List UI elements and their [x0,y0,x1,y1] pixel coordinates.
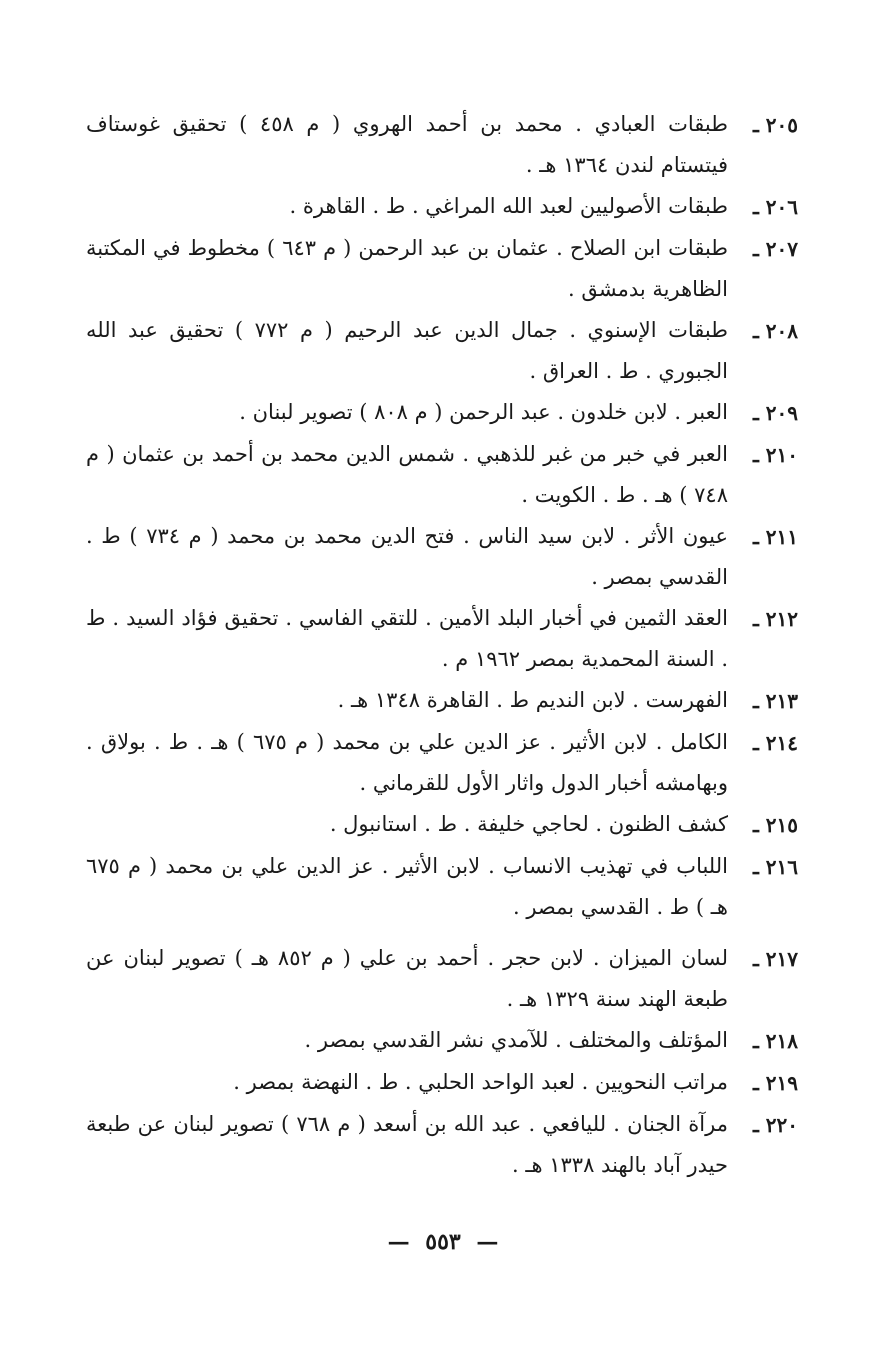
bibliography-entry [86,1062,798,1104]
entry-number: ٢١٢ ـ [752,607,798,631]
entry-text: عيون الأثر . لابن سيد الناس . فتح الدين محمد بن محمد ( م ٧٣٤ ) ط . القدسي بمصر . [86,524,728,589]
bibliography-entry [86,186,798,228]
entry-number: ٢١٠ ـ [752,443,798,467]
entry-number: ٢٠٨ ـ [752,319,798,343]
page-number-dash: — [387,1229,410,1255]
entry-number: ٢١٩ ـ [752,1071,798,1095]
bibliography-entry [86,1020,798,1062]
entry-number: ٢١٨ ـ [752,1029,798,1053]
bibliography-entry [86,1104,798,1186]
page-number-value: ٥٥٣ [425,1229,461,1255]
spacer [86,928,798,938]
bibliography-entry [86,680,798,722]
bibliography-entry [86,722,798,804]
bibliography-entry [86,104,798,186]
bibliography-entry [86,392,798,434]
entry-text: المؤتلف والمختلف . للآمدي نشر القدسي بمصر . [304,1028,728,1052]
entry-text: طبقات العبادي . محمد بن أحمد الهروي ( م ٤٥٨ ) تحقيق غوستاف فيتستام لندن ١٣٦٤ هـ . [86,112,728,177]
entry-text: العقد الثمين في أخبار البلد الأمين . للتقي الفاسي . تحقيق فؤاد السيد . ط . السنة المحمدية بمصر ١٩٦٢ م . [86,606,728,671]
bibliography-entry [86,310,798,392]
bibliography-list [86,104,798,1186]
entry-text: طبقات ابن الصلاح . عثمان بن عبد الرحمن ( م ٦٤٣ ) مخطوط في المكتبة الظاهرية بدمشق . [86,236,729,301]
entry-number: ٢١٤ ـ [752,731,798,755]
page-number [0,1224,886,1260]
entry-text: طبقات الإسنوي . جمال الدين عبد الرحيم ( م ٧٧٢ ) تحقيق عبد الله الجبوري . ط . العراق . [86,318,728,383]
entry-text: مرآة الجنان . لليافعي . عبد الله بن أسعد ( م ٧٦٨ ) تصوير لبنان عن طبعة حيدر آباد بالهند ١٣٣٨ هـ . [86,1112,728,1177]
bibliography-entry [86,598,798,680]
entry-number: ٢٢٠ ـ [752,1113,798,1137]
bibliography-entry [86,938,798,1020]
entry-number: ٢٠٦ ـ [752,195,798,219]
entry-text: العبر في خبر من غبر للذهبي . شمس الدين محمد بن أحمد بن عثمان ( م ٧٤٨ ) هـ . ط . الكويت . [86,442,728,507]
entry-text: الكامل . لابن الأثير . عز الدين علي بن محمد ( م ٦٧٥ ) هـ . ط . بولاق . وبهامشه أخبار الدول واثار الأول للقرماني . [86,730,729,795]
bibliography-entry [86,228,798,310]
entry-number: ٢١٦ ـ [752,855,798,879]
bibliography-entry [86,804,798,846]
entry-text: كشف الظنون . لحاجي خليفة . ط . استانبول . [329,812,728,836]
entry-text: الفهرست . لابن النديم ط . القاهرة ١٣٤٨ هـ . [337,688,728,712]
entry-number: ٢١٣ ـ [752,689,798,713]
entry-number: ٢١١ ـ [752,525,798,549]
entry-text: العبر . لابن خلدون . عبد الرحمن ( م ٨٠٨ ) تصوير لبنان . [239,400,728,424]
entry-text: طبقات الأصوليين لعبد الله المراغي . ط . القاهرة . [289,194,728,218]
entry-number: ٢١٥ ـ [752,813,798,837]
entry-text: اللباب في تهذيب الانساب . لابن الأثير . عز الدين علي بن محمد ( م ٦٧٥ هـ ) ط . القدسي بمصر . [86,854,728,919]
entry-number: ٢٠٧ ـ [752,237,798,261]
entry-number: ٢١٧ ـ [752,947,798,971]
page-number-dash: — [476,1229,499,1255]
bibliography-entry [86,516,798,598]
entry-text: مراتب النحويين . لعبد الواحد الحلبي . ط . النهضة بمصر . [233,1070,728,1094]
entry-number: ٢٠٥ ـ [752,113,798,137]
entry-number: ٢٠٩ ـ [752,401,798,425]
bibliography-entry [86,434,798,516]
bibliography-entry [86,846,798,928]
entry-text: لسان الميزان . لابن حجر . أحمد بن علي ( م ٨٥٢ هـ ) تصوير لبنان عن طبعة الهند سنة ١٣٢٩ هـ . [86,946,728,1011]
